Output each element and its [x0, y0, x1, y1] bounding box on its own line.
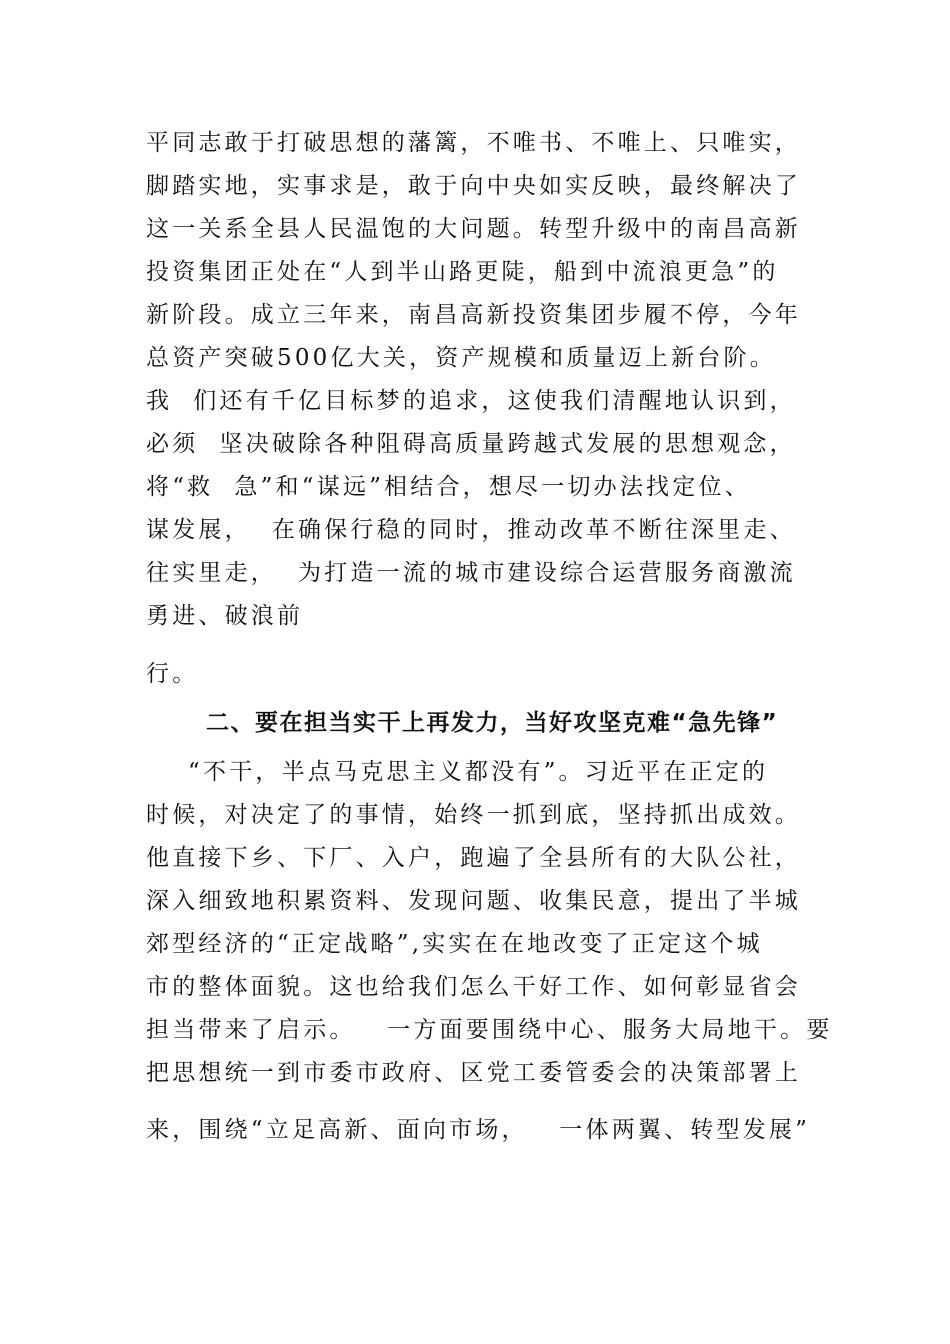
paragraph1-line: 必须 坚决破除各种阻碍高质量跨越式发展的思想观念， — [146, 431, 796, 457]
paragraph1-line: 总资产突破500亿大关，资产规模和质量迈上新台阶。 — [146, 345, 776, 371]
paragraph2-line: 郊型经济的“正定战略”,实实在在地改变了正定这个城 — [146, 931, 763, 957]
paragraph1-line: 投资集团正处在“人到半山路更陡，船到中流浪更急”的 — [146, 259, 779, 285]
paragraph2-line: 时候，对决定了的事情，始终一抓到底，坚持抓出成效。 — [146, 802, 801, 828]
paragraph2-line: 担当带来了启示。 一方面要围绕中心、服务大局地干。要 — [146, 1017, 833, 1043]
paragraph1-line: 行。 — [146, 661, 199, 687]
paragraph2-line: 市的整体面貌。这也给我们怎么干好工作、如何彰显省会 — [146, 974, 801, 1000]
paragraph1-line: 脚踏实地，实事求是，敢于向中央如实反映，最终解决了 — [146, 173, 801, 199]
paragraph2-line: 深入细致地积累资料、发现问题、收集民意，提出了半城 — [146, 888, 801, 914]
paragraph1-line: 新阶段。成立三年来，南昌高新投资集团步履不停，今年 — [146, 302, 801, 328]
paragraph1-line: 将“救 急”和“谋远”相结合，想尽一切办法找定位、 — [146, 474, 751, 500]
paragraph2-line: “不干，半点马克思主义都没有”。习近平在正定的 — [146, 759, 769, 785]
paragraph1-line: 谋发展， 在确保行稳的同时，推动改革不断往深里走、 — [146, 517, 796, 543]
paragraph1-line: 这一关系全县人民温饱的大问题。转型升级中的南昌高新 — [146, 216, 801, 242]
paragraph1-line: 往实里走， 为打造一流的城市建设综合运营服务商激流 — [146, 560, 796, 586]
paragraph2-line: 来，围绕“立足高新、面向市场， 一体两翼、转型发展” — [146, 1117, 811, 1143]
paragraph1-line: 我 们还有千亿目标梦的追求，这使我们清醒地认识到， — [146, 388, 796, 414]
paragraph1-line: 平同志敢于打破思想的藩篱，不唯书、不唯上、只唯实， — [146, 130, 801, 156]
paragraph1-line: 勇进、破浪前 — [146, 603, 304, 629]
section-heading: 二、要在担当实干上再发力，当好攻坚克难“急先锋” — [206, 710, 779, 736]
paragraph2-line: 他直接下乡、下厂、入户，跑遍了全县所有的大队公社， — [146, 845, 801, 871]
paragraph2-line: 把思想统一到市委市政府、区党工委管委会的决策部署上 — [146, 1060, 801, 1086]
